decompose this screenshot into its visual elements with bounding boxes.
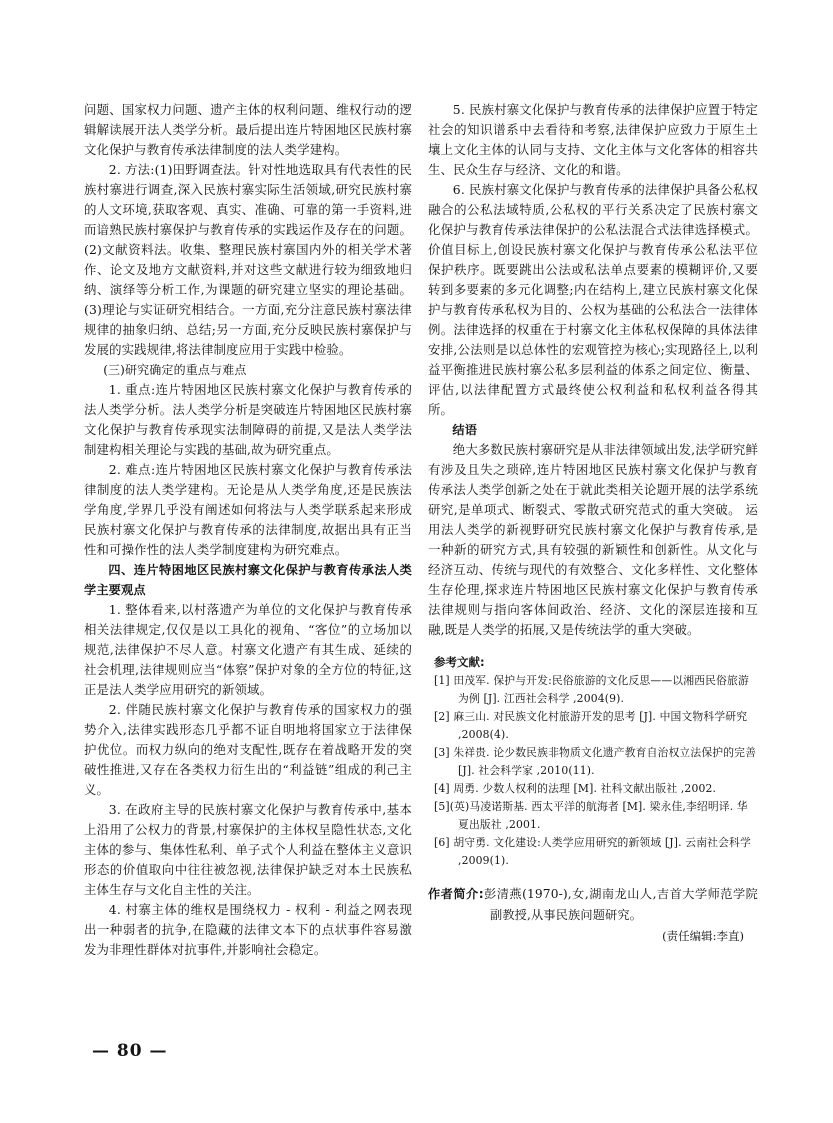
section-heading: 四、连片特困地区民族村寨文化保护与教育传承法人类学主要观点 xyxy=(84,563,412,597)
paragraph: 1. 整体看来,以村落遗产为单位的文化保护与教育传承相关法律规定,仅仅是以工具化的视角、“客位”的立场加以规范,法律保护不尽人意。村寨文化遗产有其生成、延续的社会机理,法律规则应当“体察”保护对象的全方位的特征,这正是法人类学应用研究的新领域。 xyxy=(84,602,412,697)
paragraph: 问题、国家权力问题、遗产主体的权利问题、维权行动的逻辑解读展开法人类学分析。最后提出连片特困地区民族村寨文化保护与教育传承法律制度的法人类学建构。 xyxy=(84,102,412,157)
right-column xyxy=(428,100,758,946)
paragraph: 2. 方法:(1)田野调查法。针对性地选取具有代表性的民族村寨进行调查,深入民族村寨实际生活领域,研究民族村寨的人文环境,获取客观、真实、准确、可靠的第一手资料,进而谙熟民族村寨保护与教育传承的实践运作及存在的问题。(2)文献资料法。收集、整理民族村寨国内外的相关学术著作、论文及地方文献资料,并对这些文献进行较为细致地归纳、演绎等分析工作,为课题的研究建立坚实的理论基础。(3)理论与实证研究相结合。一方面,充分注意民族村寨法律规律的抽象归纳、总结;另一方面,充分反映民族村寨保护与发展的实践规律,将法律制度应用于实践中检验。 xyxy=(84,162,412,357)
left-column xyxy=(84,100,412,960)
paragraph: 4. 村寨主体的维权是围绕权力 - 权利 - 利益之网表现出一种弱者的抗争,在隐藏的法律文本下的点状事件容易激发为非理性群体对抗事件,并影响社会稳定。 xyxy=(84,902,412,957)
paragraph: 5. 民族村寨文化保护与教育传承的法律保护应置于特定社会的知识谱系中去看待和考察,法律保护应致力于原生土壤上文化主体的认同与支持、文化主体与文化客体的相容共生、民众生存与经济、文化的和谐。 xyxy=(428,102,758,177)
reference-item: [5](英)马凌诺斯基. 西太平洋的航海者 [M]. 梁永佳,李绍明译. 华夏出版社 ,2001. xyxy=(434,800,748,831)
reference-item: [4] 周勇. 少数人权利的法理 [M]. 社科文献出版社 ,2002. xyxy=(434,782,717,795)
paragraph: 2. 伴随民族村寨文化保护与教育传承的国家权力的强势介入,法律实践形态几乎都不证自明地将国家立于法律保护优位。而权力纵向的绝对支配性,既存在着战略开发的突破性推进,又存在各类权力衍生出的“利益链”组成的利己主义。 xyxy=(84,702,412,797)
reference-item: [6] 胡守勇. 文化建设:人类学应用研究的新领域 [J]. 云南社会科学 ,2009(1). xyxy=(434,836,751,867)
author-bio xyxy=(428,884,758,926)
page-number: — 80 — xyxy=(92,1041,168,1061)
subsection-heading: (三)研究确定的重点与难点 xyxy=(103,363,247,377)
author-text: 彭清燕(1970-),女,湖南龙山人,吉首大学师范学院副教授,从事民族问题研究。 xyxy=(483,887,758,922)
paragraph: 绝大多数民族村寨研究是从非法律领域出发,法学研究鲜有涉及且失之琐碎,连片特困地区民族村寨文化保护与教育传承法人类学创新之处在于就此类相关论题开展的法学系统研究,是单项式、断裂式、零散式研究范式的重大突破。 运用法人类学的新视野研究民族村寨文化保护与教育传承,是一种新的研究方式,具有较强的新颖性和创新性。从文化与经济互动、传统与现代的有效整合、文化多样性、文化整体生存伦理,探求连片特困地区民族村寨文化保护与教育传承法律规则与指向客体间政治、经济、文化的深层连接和互融,既是人类学的拓展,又是传统法学的重大突破。 xyxy=(428,442,758,637)
paragraph: 1. 重点:连片特困地区民族村寨文化保护与教育传承的法人类学分析。法人类学分析是突破连片特困地区民族村寨文化保护与教育传承现实法制障碍的前提,又是法人类学法制建构相关理论与实践的基础,故为研究重点。 xyxy=(84,382,412,457)
author-label: 作者简介: xyxy=(428,887,484,901)
reference-item: [2] 麻三山. 对民族文化村旅游开发的思考 [J]. 中国文物科学研究 ,2008(4). xyxy=(434,710,748,741)
paragraph: 2. 难点:连片特困地区民族村寨文化保护与教育传承法律制度的法人类学建构。无论是从人类学角度,还是民族法学角度,学界几乎没有阐述如何将法与人类学联系起来形成民族村寨文化保护与教育传承的法律制度,故据出具有正当性和可操作性的法人类学制度建构为研究难点。 xyxy=(84,462,412,557)
paragraph: 6. 民族村寨文化保护与教育传承的法律保护具备公私权融合的公私法域特质,公私权的平行关系决定了民族村寨文化保护与教育传承法律保护的公私法混合式法律选择模式。价值目标上,创设民族村寨文化保护与教育传承公私法平位保护秩序。既要跳出公法或私法单点要素的模糊评价,又要转到多要素的多元化调整;内在结构上,建立民族村寨文化保护与教育传承私权为目的、公权为基础的公私法合一法律体例。法律选择的权重在于村寨文化主体私权保障的具体法律安排,公法则是以总体性的宏观管控为核心;实现路径上,以利益平衡推进民族村寨公私多层利益的体系之间定位、衡量、评估,以法律配置方式最终使公权利益和私权利益各得其所。 xyxy=(428,182,758,417)
conclusion-heading: 结语 xyxy=(452,423,478,437)
paragraph: 3. 在政府主导的民族村寨文化保护与教育传承中,基本上沿用了公权力的背景,村寨保护的主体权呈隐性状态,文化主体的参与、集体性私利、单子式个人利益在整体主义意识形态的价值取向中往往被忽视,法律保护缺乏对本土民族私主体生存与文化自主性的关注。 xyxy=(84,802,412,897)
reference-item: [1] 田茂军. 保护与开发:民俗旅游的文化反思——以湘西民俗旅游为例 [J]. 江西社会科学 ,2004(9). xyxy=(434,674,749,705)
references xyxy=(428,652,758,870)
editor-note: (责任编辑:李直) xyxy=(662,929,744,943)
reference-item: [3] 朱祥贵. 论少数民族非物质文化遗产教育自治权立法保护的完善 [J]. 社会科学家 ,2010(11). xyxy=(434,746,757,777)
references-title: 参考文献: xyxy=(434,655,485,669)
